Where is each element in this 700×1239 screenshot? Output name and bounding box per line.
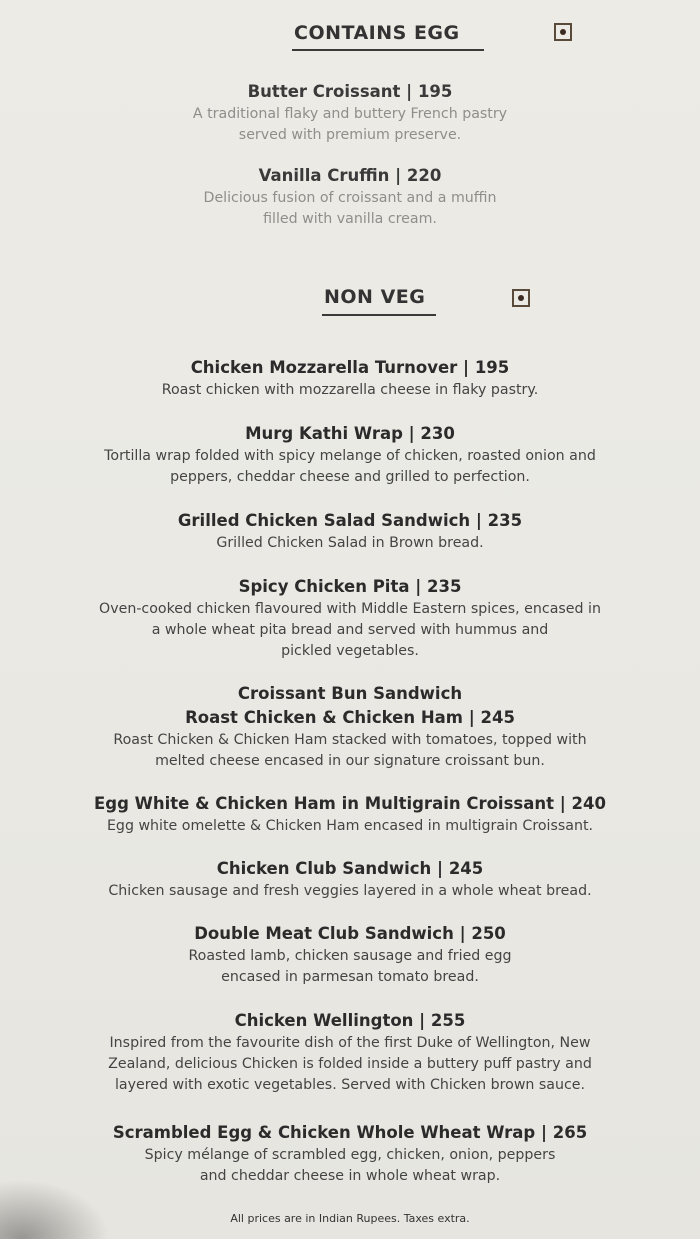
egg-symbol-icon — [554, 23, 572, 41]
item-description-line: Tortilla wrap folded with spicy melange of chicken, roasted onion and — [104, 448, 596, 464]
section-title: NON VEG — [324, 286, 426, 308]
item-description-line: Chicken sausage and fresh veggies layered in a whole wheat bread. — [108, 883, 592, 899]
section-header-non-veg — [0, 284, 700, 324]
menu-item — [40, 509, 660, 554]
item-description-line: and cheddar cheese in whole wheat wrap. — [199, 1168, 501, 1184]
item-description-line: Roast Chicken & Chicken Ham stacked with tomatoes, topped with — [113, 732, 587, 748]
item-description-line: Roasted lamb, chicken sausage and fried egg — [188, 948, 512, 964]
corner-shadow — [0, 1179, 110, 1239]
item-name: Chicken Club Sandwich | 245 — [216, 859, 484, 878]
menu-item — [40, 164, 660, 230]
item-name: Double Meat Club Sandwich | 250 — [194, 924, 506, 943]
menu-item — [40, 80, 660, 146]
item-name: Grilled Chicken Salad Sandwich | 235 — [177, 511, 523, 530]
item-description-line: filled with vanilla cream. — [263, 211, 437, 227]
menu-item — [40, 356, 660, 401]
item-description-line: encased in parmesan tomato bread. — [221, 969, 479, 985]
section-header-contains-egg — [0, 20, 700, 60]
item-name: Egg White & Chicken Ham in Multigrain Croissant | 240 — [94, 794, 606, 813]
item-description-line: Roast chicken with mozzarella cheese in flaky pastry. — [161, 382, 539, 398]
item-name: Croissant Bun Sandwich — [237, 684, 463, 703]
menu-item — [40, 1009, 660, 1096]
item-description-line: Egg white omelette & Chicken Ham encased in multigrain Croissant. — [106, 818, 594, 834]
item-name: Murg Kathi Wrap | 230 — [245, 424, 455, 443]
price-footnote: All prices are in Indian Rupees. Taxes extra. — [230, 1212, 470, 1225]
item-name: Butter Croissant | 195 — [247, 82, 453, 101]
menu-item — [40, 575, 660, 662]
item-name: Scrambled Egg & Chicken Whole Wheat Wrap | 265 — [112, 1123, 588, 1142]
item-description-line: Grilled Chicken Salad in Brown bread. — [216, 535, 484, 551]
item-description-line: Delicious fusion of croissant and a muffin — [203, 190, 497, 206]
menu-item — [40, 792, 660, 837]
item-description-line: Zealand, delicious Chicken is folded inside a buttery puff pastry and — [108, 1056, 592, 1072]
item-description-line: a whole wheat pita bread and served with hummus and — [151, 622, 549, 638]
section-underline — [292, 49, 484, 51]
item-description-line: A traditional flaky and buttery French pastry — [192, 106, 508, 122]
menu-item — [40, 922, 660, 988]
item-name: Spicy Chicken Pita | 235 — [238, 577, 462, 596]
menu-item — [40, 682, 660, 772]
item-description-line: pickled vegetables. — [281, 643, 419, 659]
menu-item — [40, 857, 660, 902]
section-underline — [322, 314, 436, 316]
item-description-line: layered with exotic vegetables. Served with Chicken brown sauce. — [114, 1077, 586, 1093]
item-description-line: Oven-cooked chicken flavoured with Middle Eastern spices, encased in — [99, 601, 601, 617]
section-title: CONTAINS EGG — [294, 22, 460, 44]
menu-item — [40, 1121, 660, 1187]
item-description-line: Spicy mélange of scrambled egg, chicken, onion, peppers — [144, 1147, 556, 1163]
menu-item — [40, 422, 660, 488]
item-subname: Roast Chicken & Chicken Ham | 245 — [185, 708, 515, 727]
item-name: Vanilla Cruffin | 220 — [258, 166, 442, 185]
item-description-line: served with premium preserve. — [238, 127, 462, 143]
item-description-line: melted cheese encased in our signature croissant bun. — [155, 753, 545, 769]
item-name: Chicken Mozzarella Turnover | 195 — [190, 358, 510, 377]
non-veg-symbol-icon — [512, 289, 530, 307]
item-name: Chicken Wellington | 255 — [234, 1011, 466, 1030]
item-description-line: peppers, cheddar cheese and grilled to perfection. — [170, 469, 530, 485]
item-description-line: Inspired from the favourite dish of the first Duke of Wellington, New — [109, 1035, 591, 1051]
